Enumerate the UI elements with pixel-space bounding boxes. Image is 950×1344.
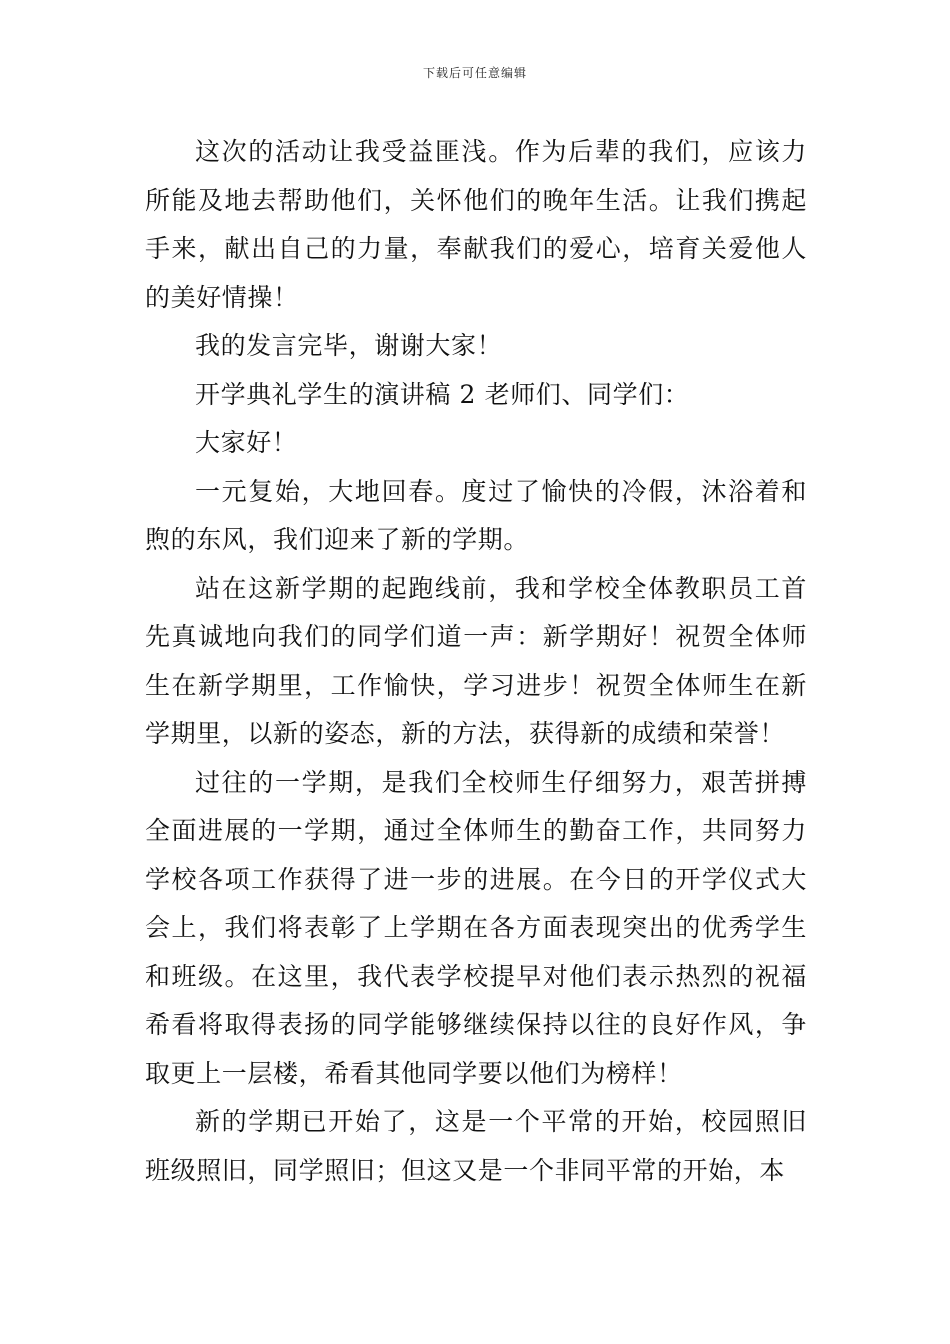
paragraph-greeting: 大家好！ (195, 428, 298, 457)
paragraph-new-term-wishes: 站在这新学期的起跑线前，我和学校全体教职员工首先真诚地向我们的同学们道一声：新学期好！祝贺全体师生在新学期里，工作愉快，学习进步！祝贺全体师生在新学期里，以新的姿态，新的方法，获得新的成绩和荣誉！ (145, 573, 807, 748)
paragraph-last-term-review: 过往的一学期，是我们全校师生仔细努力，艰苦拼搏全面进展的一学期，通过全体师生的勤奋工作，共同努力学校各项工作获得了进一步的进展。在今日的开学仪式大会上，我们将表彰了上学期在各方面表现突出的优秀学生和班级。在这里，我代表学校提早对他们表示热烈的祝福希看将取得表扬的同学能够继续保持以往的良好作风，争取更上一层楼，希看其他同学要以他们为榜样！ (145, 767, 807, 1088)
paragraph-closing-thanks: 我的发言完毕，谢谢大家！ (195, 331, 503, 360)
document-body (145, 128, 807, 1195)
page-header-note: 下载后可任意编辑 (422, 66, 527, 80)
paragraph-new-term-opening: 一元复始，大地回春。度过了愉快的冷假，沐浴着和煦的东风，我们迎来了新的学期。 (145, 476, 807, 554)
paragraph-new-start: 新的学期已开始了，这是一个平常的开始，校园照旧班级照旧，同学照旧；但这又是一个非同平常的开始，本 (145, 1107, 807, 1185)
paragraph-activity-reflection: 这次的活动让我受益匪浅。作为后辈的我们，应该力所能及地去帮助他们，关怀他们的晚年生活。让我们携起手来，献出自己的力量，奉献我们的爱心，培育关爱他人的美好情操！ (145, 137, 807, 312)
paragraph-speech-title: 开学典礼学生的演讲稿 2 老师们、同学们： (195, 379, 690, 409)
